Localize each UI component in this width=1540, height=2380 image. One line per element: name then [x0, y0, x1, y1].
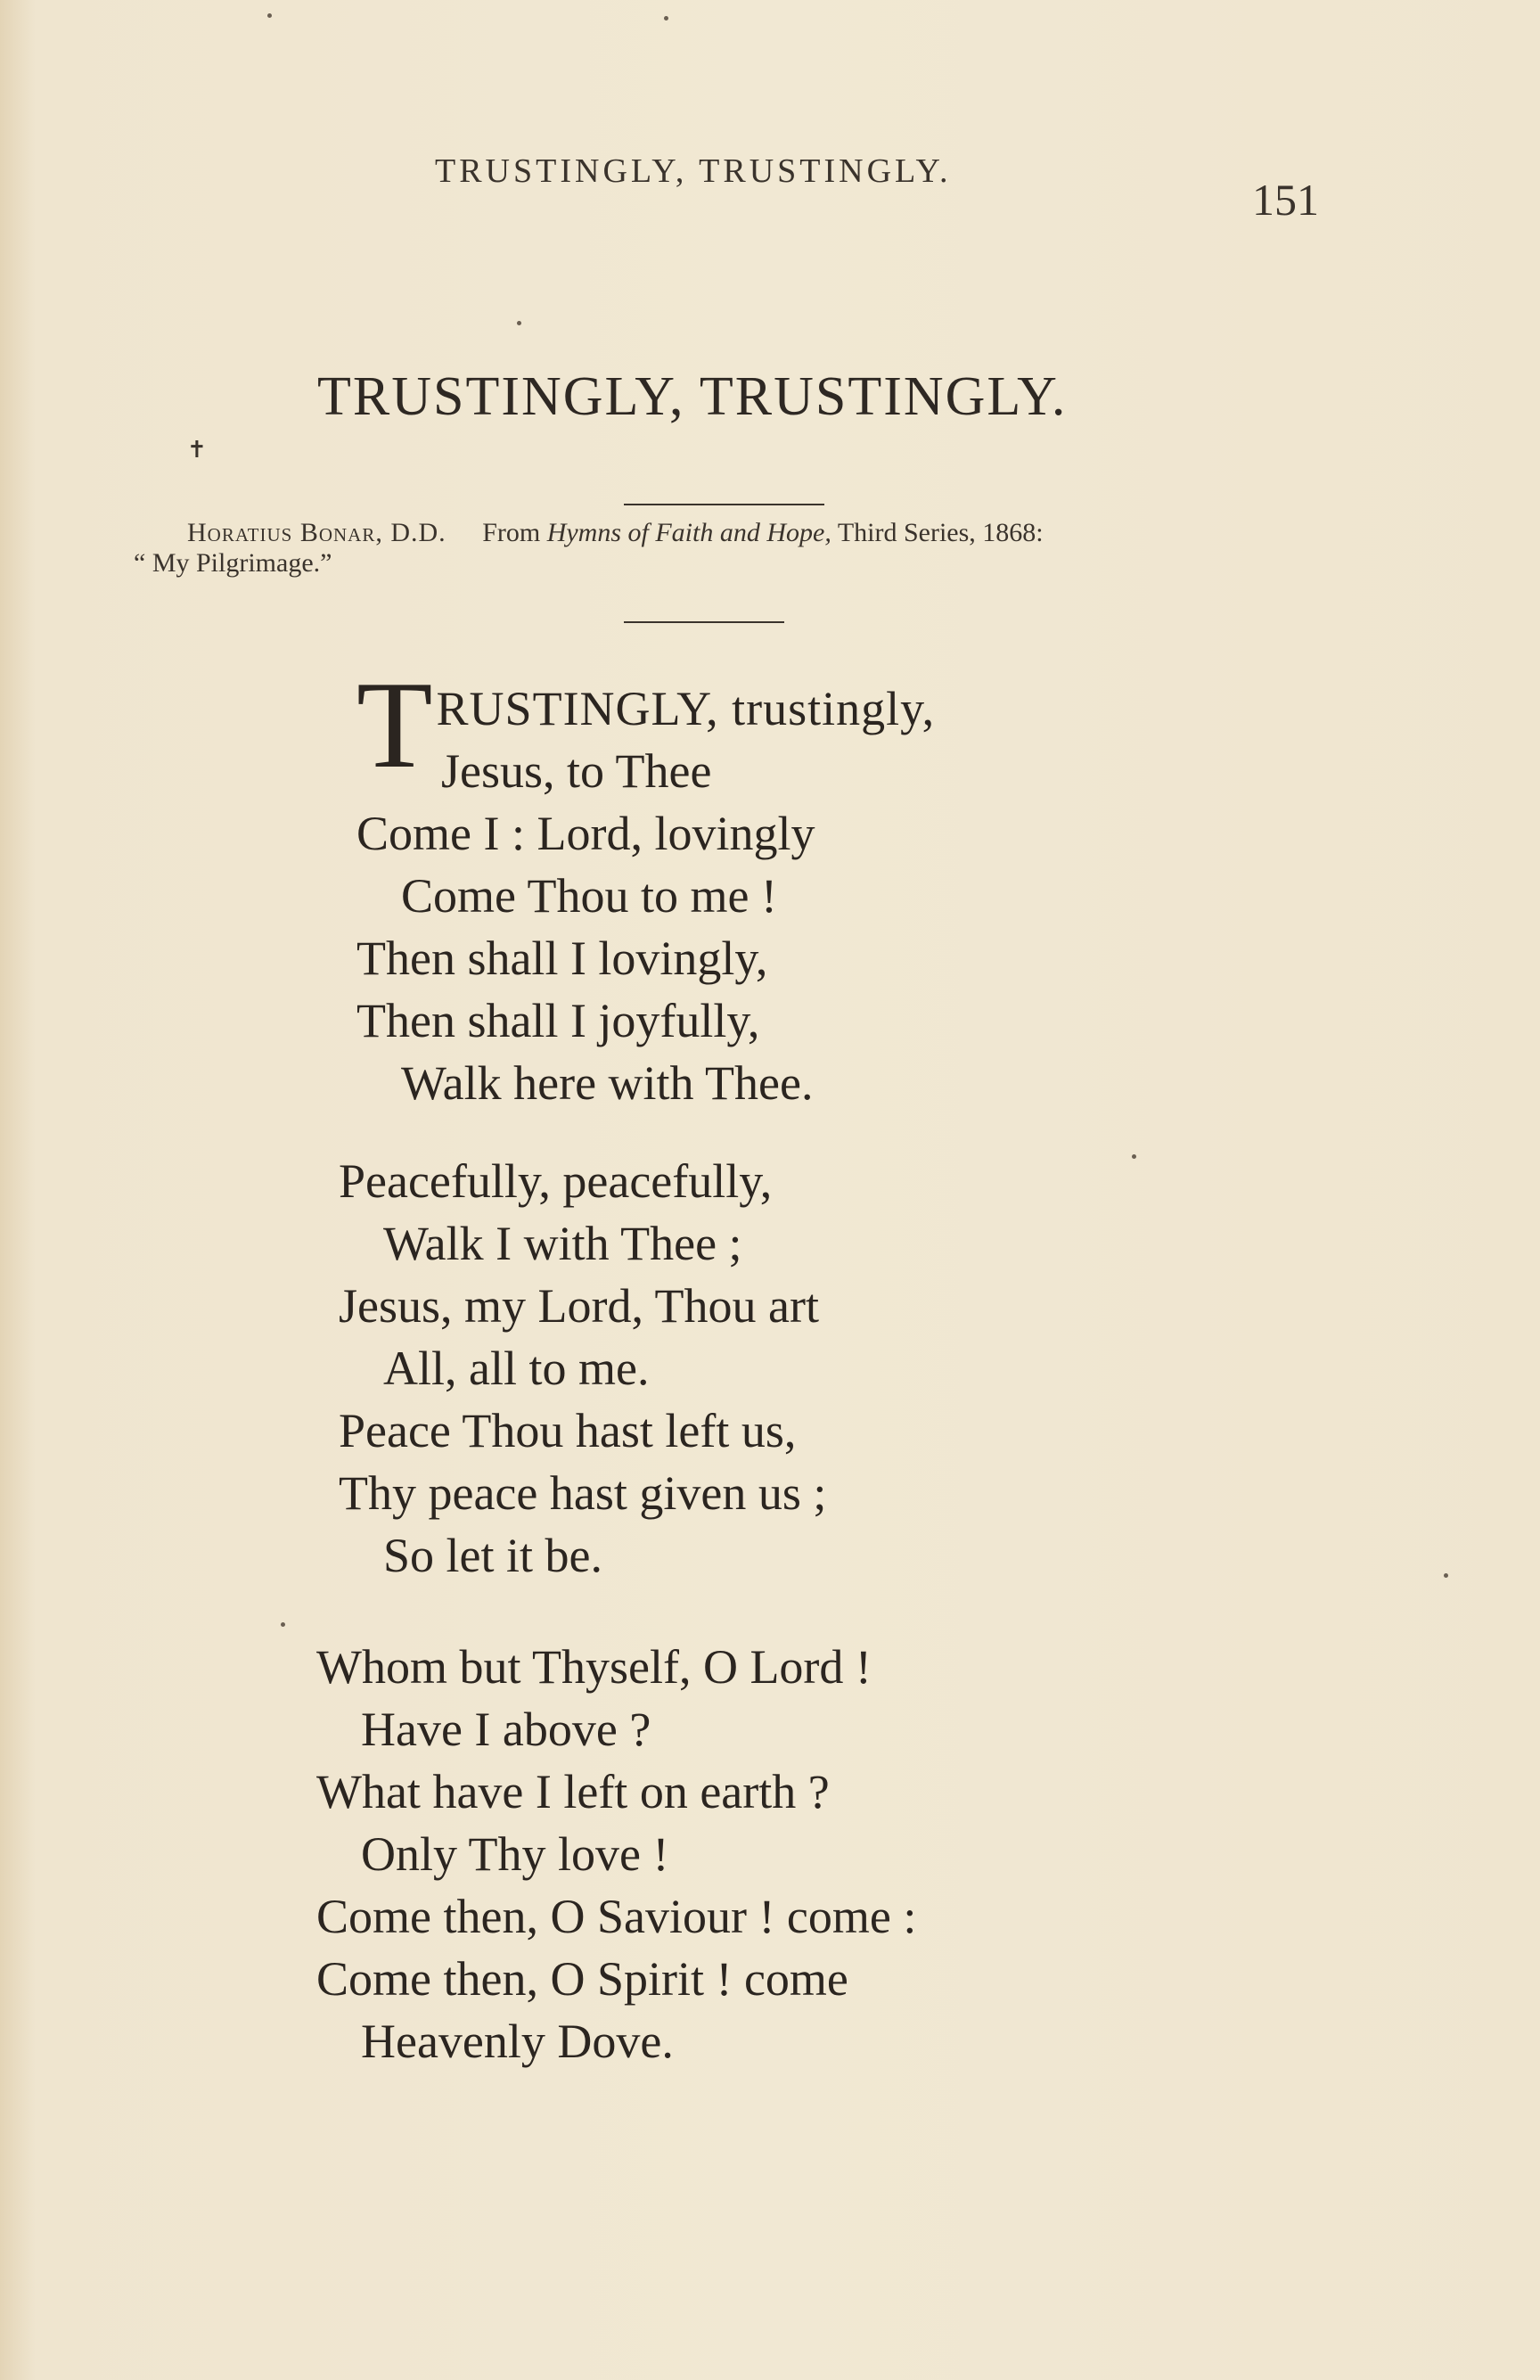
poem-line: Come then, O Spirit ! come [316, 1952, 848, 2006]
poem-line: Peace Thou hast left us, [339, 1404, 797, 1457]
attribution [107, 517, 1355, 579]
source-prefix: From [482, 518, 541, 547]
attribution-author-line [107, 517, 1355, 549]
poem-line: Walk here with Thee. [401, 1056, 814, 1110]
paper-speck [664, 16, 668, 21]
poem-line: So let it be. [383, 1529, 602, 1582]
running-head: TRUSTINGLY, TRUSTINGLY. [435, 152, 952, 190]
poem-line: Have I above ? [361, 1703, 651, 1756]
poem-line: Whom but Thyself, O Lord ! [316, 1640, 872, 1694]
poem-line: Peacefully, peacefully, [339, 1154, 773, 1208]
source-suffix: Third Series, 1868: [837, 518, 1044, 547]
paper-speck [267, 13, 272, 18]
poem-line: All, all to me. [383, 1342, 650, 1395]
paper-speck [281, 1622, 285, 1627]
page-number: 151 [1252, 175, 1319, 225]
paper-speck [1444, 1573, 1448, 1578]
poem-line: Jesus, my Lord, Thou art [339, 1279, 819, 1333]
source-line [482, 518, 1043, 547]
author-name: Horatius Bonar, D.D. [187, 518, 446, 547]
poem-line: Come then, O Saviour ! come : [316, 1890, 917, 1943]
poem-line: Then shall I joyfully, [356, 994, 760, 1047]
divider-rule-bottom [624, 621, 784, 623]
source-title: Hymns of Faith and Hope, [546, 518, 831, 547]
poem-line: Come Thou to me ! [401, 869, 777, 923]
original-poem-title: “ My Pilgrimage.” [134, 548, 332, 578]
poem-line: Jesus, to Thee [441, 744, 712, 798]
stanza-3 [316, 1636, 916, 2072]
poem-line: Then shall I lovingly, [356, 931, 768, 985]
poem-title: TRUSTINGLY, TRUSTINGLY. [317, 366, 1068, 427]
printer-mark: ✝ [187, 437, 207, 463]
paper-speck [1132, 1154, 1136, 1159]
poem-line: Only Thy love ! [361, 1827, 669, 1881]
poem-line: Thy peace hast given us ; [339, 1466, 827, 1520]
first-line-text: RUSTINGLY, trustingly, [436, 682, 936, 735]
stanza-1 [356, 656, 936, 1114]
paper-speck [517, 321, 521, 325]
poem-line: Heavenly Dove. [361, 2015, 674, 2068]
poem-line: What have I left on earth ? [316, 1765, 830, 1818]
poem-line: Come I : Lord, lovingly [356, 807, 815, 860]
poem-line: Walk I with Thee ; [383, 1217, 742, 1270]
divider-rule-top [624, 504, 824, 505]
dropcap-letter: T [356, 656, 433, 794]
stanza-2 [339, 1150, 826, 1587]
